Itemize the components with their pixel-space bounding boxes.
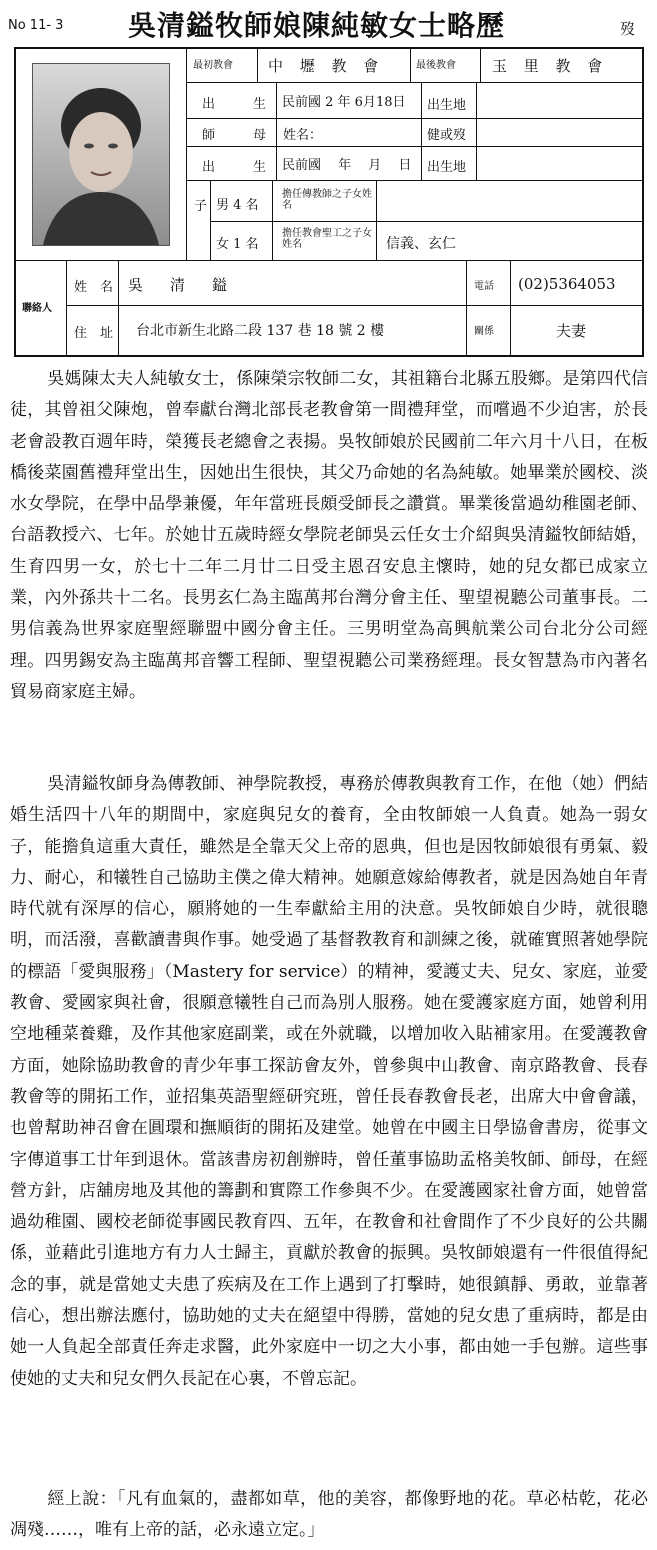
first-church-value: 中 壢 教 會 xyxy=(268,57,385,75)
phone-value: (02)5364053 xyxy=(518,275,616,293)
mother-name-label: 姓名： xyxy=(283,128,323,143)
contact-name-label: 姓 名 xyxy=(74,280,114,295)
page-title: 吳清鎰牧師娘陳純敏女士略歷 xyxy=(128,9,506,42)
portrait-photo xyxy=(32,63,170,246)
address-label: 住 址 xyxy=(74,326,114,341)
last-church-value: 玉 里 教 會 xyxy=(492,57,609,75)
last-church-label: 最後教會 xyxy=(416,60,456,71)
contact-name-value: 吳 清 鎰 xyxy=(128,276,234,294)
daughters-count: 女 1 名 xyxy=(216,237,259,252)
record-number: No 11- 3 xyxy=(8,18,64,33)
birth-label: 出 生 xyxy=(202,97,271,112)
birthplace-label: 出生地 xyxy=(427,98,467,113)
scripture-quote: 經上說：「凡有血氣的，盡都如草，他的美容，都像野地的花。草必枯乾，花必凋殘……，唯有上帝的話，必永遠立定。」 xyxy=(10,1489,648,1541)
birth2-label: 出 生 xyxy=(202,160,271,175)
relation-value: 夫妻 xyxy=(556,322,587,340)
phone-label: 電話 xyxy=(474,281,494,292)
teacher-mother-label: 師 母 xyxy=(202,128,271,143)
birth2-value: 民前國 年 月 日 xyxy=(282,158,412,173)
first-church-label: 最初教會 xyxy=(193,60,233,71)
daughters-role-label: 擔任教會聖工之子女姓名 xyxy=(282,228,372,250)
biography-paragraph-2: 吳清鎰牧師身為傳教師、神學院教授，專務於傳教與教育工作，在他（她）們結婚生活四十八年的期間中，家庭與兒女的養育，全由牧師娘一人負責。她為一弱女子，能擔負這重大責任，雖然是全靠天父上帝的恩典，但也是因牧師娘很有勇氣、毅力、耐心，和犧牲自己協助主僕之偉大精神。她願意嫁給傳教者，就是因為她自年青時代就有深厚的信心，願將她的一生奉獻給主用的決意。吳牧師娘自少時，就很聰明，而活潑，喜歡讀書與作事。她受過了基督教教育和訓練之後，就確實照著她學院的標語「愛與服務」（Mastery for service）的精神，愛護丈夫、兒女、家庭，並愛教會、愛國家與社會，很願意犧牲自己而為別人服務。她在愛護家庭方面，她曾利用空地種菜養雞，及作其他家庭副業，或在外就職，以增加收入貼補家用。在愛護教會方面，她除協助教會的青少年事工探訪會友外，曾參與中山教會、南京路教會、長春教會等的開拓工作，並招集英語聖經研究班，曾任長春教會長老，出席大中會會議，也曾幫助神召會在圓環和撫順街的開拓及建堂。她曾在中國主日學協會書房，從事文字傳道事工廿年到退休。當該書房初創辦時，曾任董事協助孟格美牧師、師母，在經營方針，店舖房地及其他的籌劃和實際工作參與不少。在愛護國家社會方面，她曾當過幼稚園、國校老師從事國民教育四、五年，在教會和社會間作了不少良好的公共關係，並藉此引進地方有力人士歸主，貢獻於教會的振興。吳牧師娘還有一件很值得紀念的事，就是當她丈夫患了疾病及在工作上遇到了打擊時，她很鎮靜、勇敢，並靠著信心，想出辦法應付，協助她的丈夫在絕望中得勝，當她的兒女患了重病時，都是由她一人負起全部責任奔走求醫，此外家庭中一切之大小事，都由她一手包辦。這些事使她的丈夫和兒女們久長記在心裏，不曾忘記。 xyxy=(10,774,648,1389)
children-label: 子 xyxy=(194,199,208,214)
portrait-icon xyxy=(33,64,169,245)
birthplace2-label: 出生地 xyxy=(427,160,467,175)
health-label: 健或歿 xyxy=(427,128,467,143)
sons-role-label: 擔任傳教師之子女姓名 xyxy=(282,189,372,211)
birth-value: 民前國 2 年 6月18日 xyxy=(282,95,406,110)
status-mark: 歿 xyxy=(620,20,636,38)
relation-label: 關係 xyxy=(474,326,494,337)
daughters-role-value: 信義、玄仁 xyxy=(386,236,456,252)
address-value: 台北市新生北路二段 137 巷 18 號 2 樓 xyxy=(136,323,385,339)
biography-paragraph-1: 吳媽陳太夫人純敏女士，係陳榮宗牧師二女，其祖籍台北縣五股鄉。是第四代信徒，其曾祖父陳炮，曾奉獻台灣北部長老教會第一間禮拜堂，而嚐過不少迫害，於長老會設教百週年時，榮獲長老總會之表揚。吳牧師娘於民國前二年六月十八日，在板橋後菜園舊禮拜堂出生，因她出生很快，其父乃命她的名為純敏。她畢業於國校、淡水女學院，在學中品學兼優，年年當班長頗受師長之讚賞。畢業後當過幼稚園老師、台語教授六、七年。於她廿五歲時經女學院老師吳云任女士介紹與吳清鎰牧師結婚，生育四男一女，於七十二年二月廿二日受主恩召安息主懷時，她的兒女都已成家立業，內外孫共十二名。長男玄仁為主臨萬邦台灣分會主任、聖望視聽公司董事長。二男信義為世界家庭聖經聯盟中國分會主任。三男明堂為高興航業公司台北分公司經理。四男錫安為主臨萬邦音響工程師、聖望視聽公司業務經理。長女智慧為市內著名貿易商家庭主婦。 xyxy=(10,369,648,702)
contact-label: 聯絡人 xyxy=(22,303,52,314)
sons-count: 男 4 名 xyxy=(216,198,259,213)
